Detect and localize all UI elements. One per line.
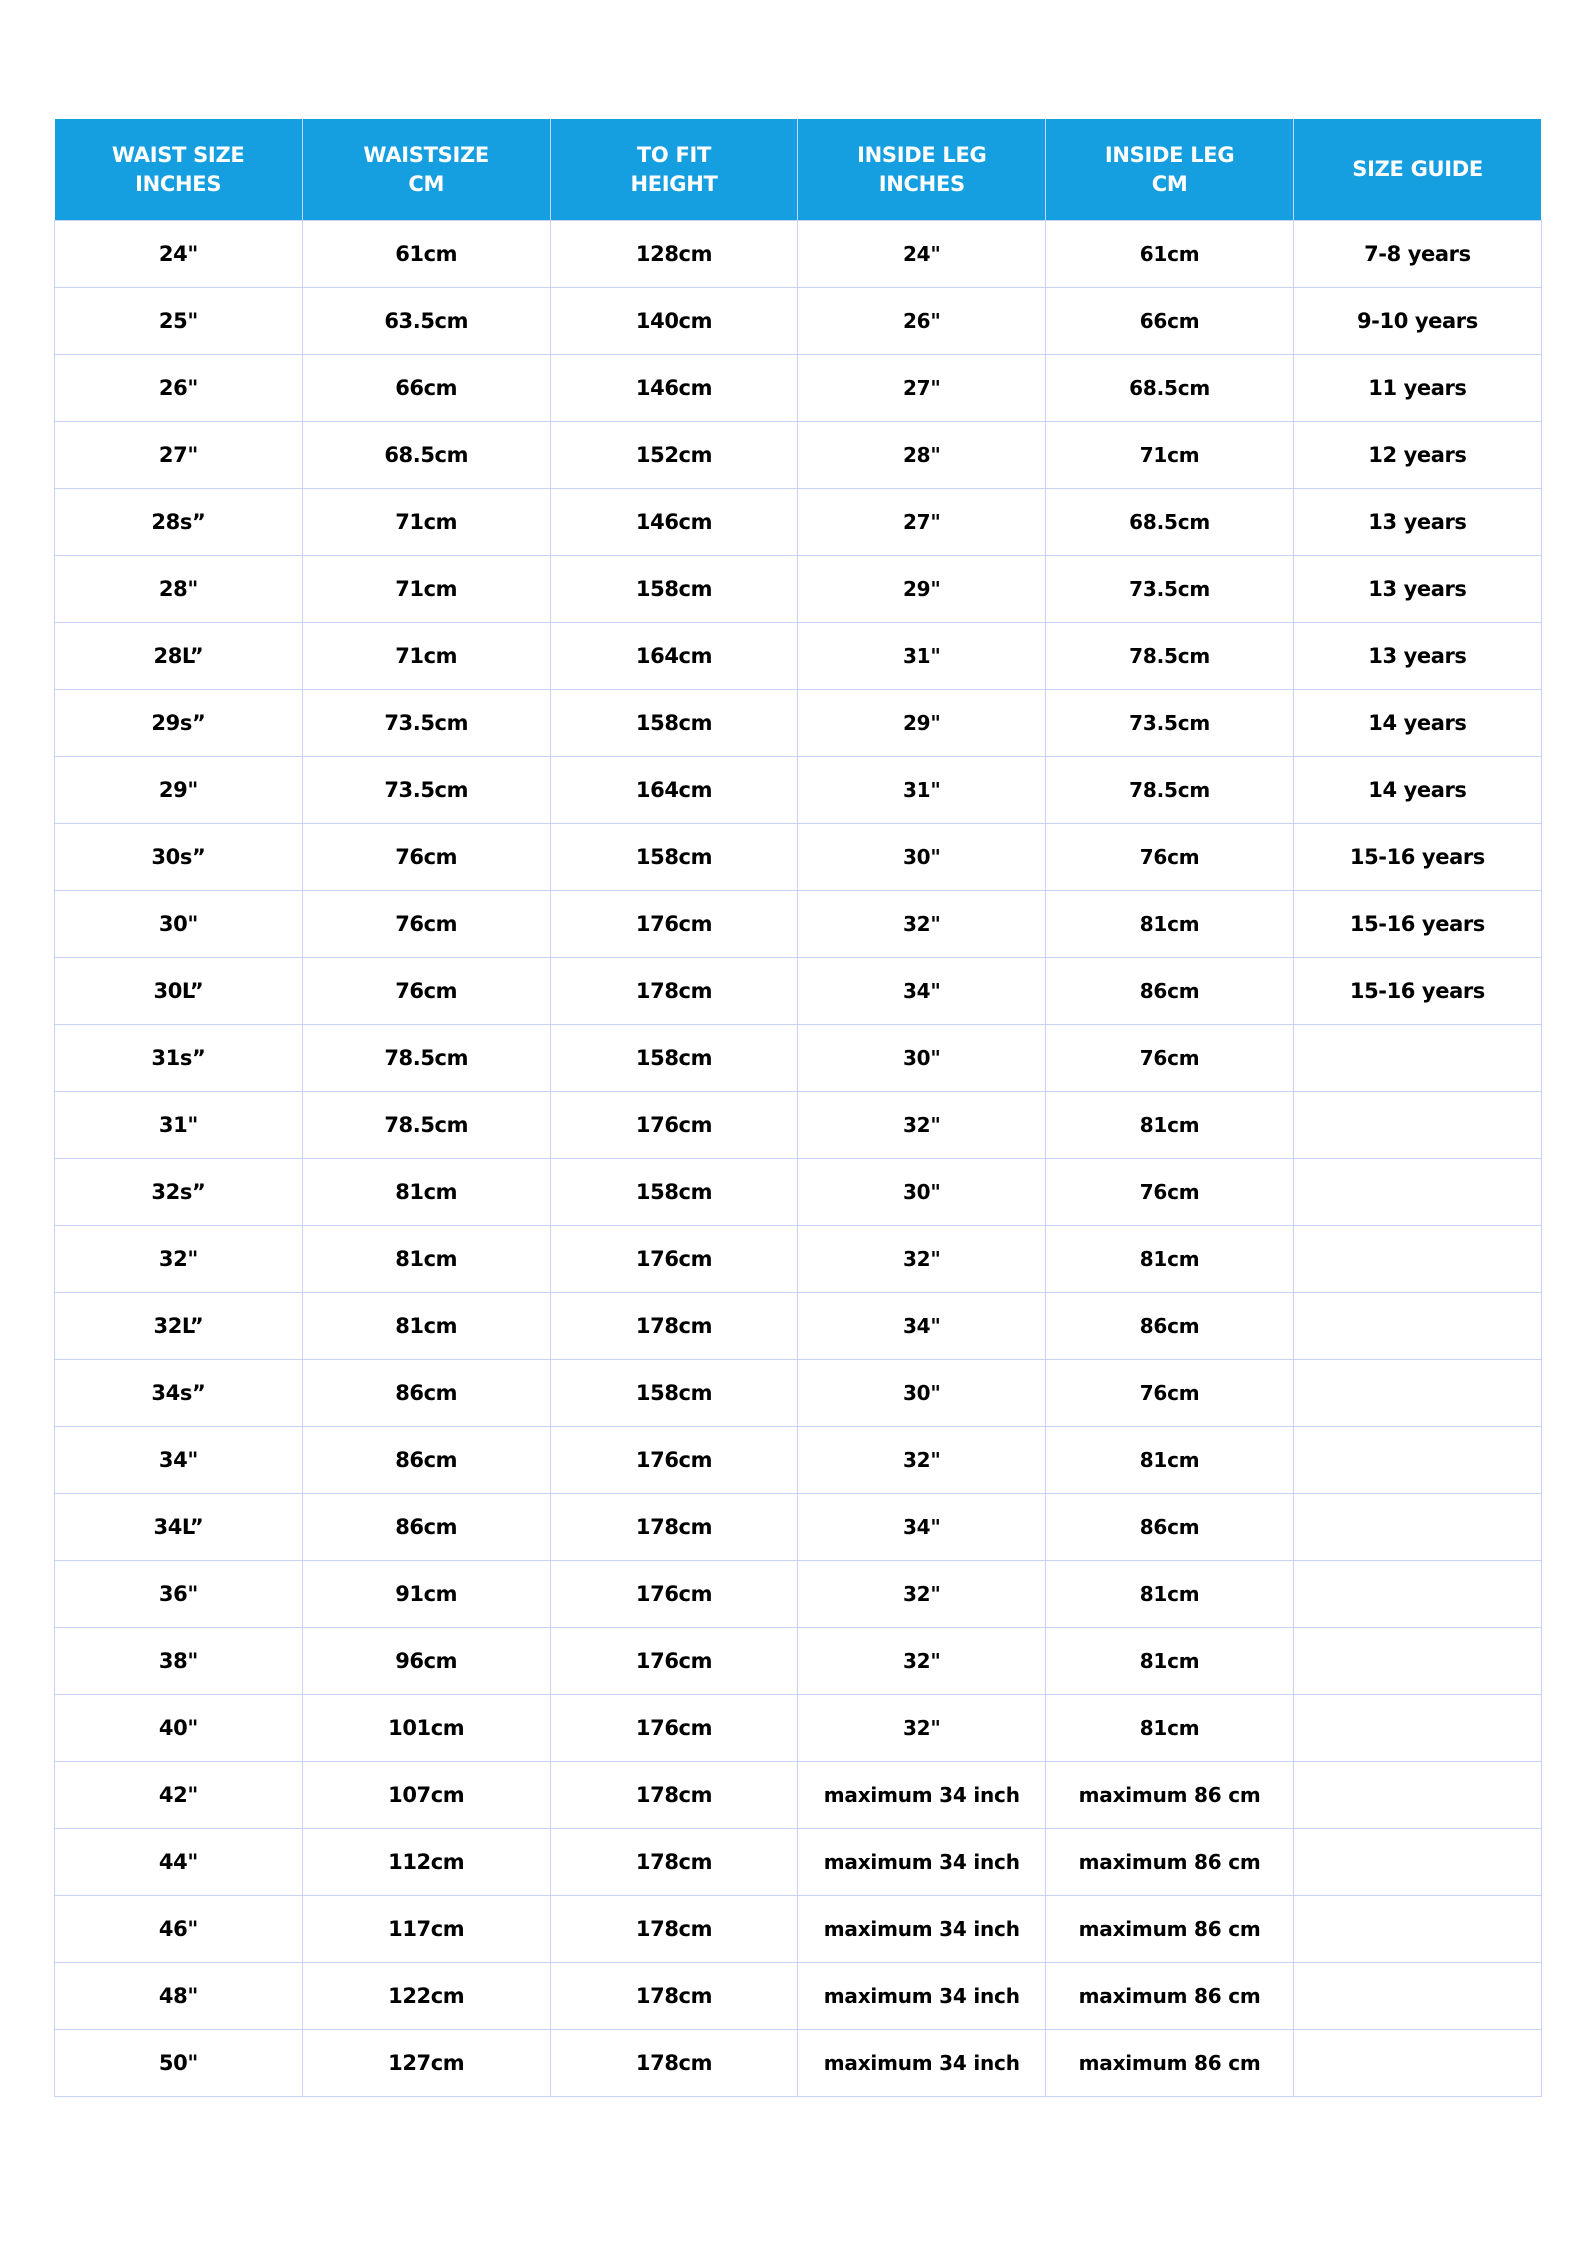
header-fit-height: TO FIT HEIGHT (550, 119, 798, 221)
waist-cm-cell: 78.5cm (302, 1092, 550, 1159)
waist-cm-cell: 78.5cm (302, 1025, 550, 1092)
inside-leg-inches-cell: 32" (798, 1427, 1046, 1494)
table-row (55, 1561, 1542, 1628)
table-row (55, 1829, 1542, 1896)
fit-height-cell: 128cm (550, 221, 798, 288)
size-guide-cell (1293, 1829, 1541, 1896)
inside-leg-inches-cell: 31" (798, 757, 1046, 824)
inside-leg-cm-cell: 73.5cm (1046, 556, 1294, 623)
size-guide-cell (1293, 1963, 1541, 2030)
size-guide-cell (1293, 1159, 1541, 1226)
table-row (55, 1494, 1542, 1561)
size-chart (54, 119, 1541, 2097)
inside-leg-inches-cell: 32" (798, 1092, 1046, 1159)
table-row (55, 1427, 1542, 1494)
inside-leg-cm-cell: maximum 86 cm (1046, 1896, 1294, 1963)
size-guide-cell: 9-10 years (1293, 288, 1541, 355)
size-guide-cell (1293, 1427, 1541, 1494)
size-guide-cell (1293, 1360, 1541, 1427)
waist-cm-cell: 68.5cm (302, 422, 550, 489)
inside-leg-inches-cell: maximum 34 inch (798, 1963, 1046, 2030)
inside-leg-inches-cell: maximum 34 inch (798, 1829, 1046, 1896)
inside-leg-cm-cell: 86cm (1046, 1494, 1294, 1561)
inside-leg-cm-cell: 76cm (1046, 1159, 1294, 1226)
size-guide-cell: 7-8 years (1293, 221, 1541, 288)
inside-leg-inches-cell: 32" (798, 891, 1046, 958)
waist-inches-cell: 48" (55, 1963, 303, 2030)
waist-inches-cell: 32" (55, 1226, 303, 1293)
fit-height-cell: 178cm (550, 2030, 798, 2097)
waist-inches-cell: 34" (55, 1427, 303, 1494)
inside-leg-inches-cell: 32" (798, 1628, 1046, 1695)
header-inside-leg-inches: INSIDE LEG INCHES (798, 119, 1046, 221)
inside-leg-cm-cell: 81cm (1046, 1092, 1294, 1159)
fit-height-cell: 178cm (550, 1963, 798, 2030)
size-guide-cell: 14 years (1293, 757, 1541, 824)
fit-height-cell: 178cm (550, 1762, 798, 1829)
inside-leg-inches-cell: 24" (798, 221, 1046, 288)
table-row (55, 623, 1542, 690)
waist-cm-cell: 71cm (302, 556, 550, 623)
fit-height-cell: 178cm (550, 1896, 798, 1963)
waist-inches-cell: 30" (55, 891, 303, 958)
waist-cm-cell: 81cm (302, 1159, 550, 1226)
header-waist-inches: WAIST SIZE INCHES (55, 119, 303, 221)
inside-leg-inches-cell: 32" (798, 1226, 1046, 1293)
inside-leg-cm-cell: 81cm (1046, 1427, 1294, 1494)
waist-cm-cell: 71cm (302, 623, 550, 690)
size-guide-cell (1293, 2030, 1541, 2097)
inside-leg-cm-cell: 81cm (1046, 1561, 1294, 1628)
fit-height-cell: 140cm (550, 288, 798, 355)
waist-inches-cell: 28" (55, 556, 303, 623)
waist-cm-cell: 107cm (302, 1762, 550, 1829)
inside-leg-cm-cell: maximum 86 cm (1046, 1963, 1294, 2030)
inside-leg-cm-cell: 81cm (1046, 1628, 1294, 1695)
waist-inches-cell: 42" (55, 1762, 303, 1829)
fit-height-cell: 176cm (550, 1427, 798, 1494)
inside-leg-inches-cell: maximum 34 inch (798, 2030, 1046, 2097)
size-table (54, 119, 1542, 2097)
table-row (55, 958, 1542, 1025)
fit-height-cell: 176cm (550, 1695, 798, 1762)
fit-height-cell: 158cm (550, 1159, 798, 1226)
waist-cm-cell: 76cm (302, 958, 550, 1025)
table-row (55, 1092, 1542, 1159)
inside-leg-inches-cell: 29" (798, 690, 1046, 757)
inside-leg-inches-cell: 34" (798, 1494, 1046, 1561)
table-body (55, 221, 1542, 2097)
waist-inches-cell: 32L” (55, 1293, 303, 1360)
inside-leg-cm-cell: 86cm (1046, 958, 1294, 1025)
size-guide-cell (1293, 1025, 1541, 1092)
inside-leg-inches-cell: 29" (798, 556, 1046, 623)
fit-height-cell: 158cm (550, 1360, 798, 1427)
inside-leg-cm-cell: 78.5cm (1046, 757, 1294, 824)
fit-height-cell: 152cm (550, 422, 798, 489)
waist-cm-cell: 66cm (302, 355, 550, 422)
fit-height-cell: 164cm (550, 623, 798, 690)
waist-inches-cell: 31" (55, 1092, 303, 1159)
inside-leg-cm-cell: 86cm (1046, 1293, 1294, 1360)
table-row (55, 1025, 1542, 1092)
table-row (55, 556, 1542, 623)
inside-leg-cm-cell: maximum 86 cm (1046, 1829, 1294, 1896)
waist-inches-cell: 38" (55, 1628, 303, 1695)
table-row (55, 824, 1542, 891)
inside-leg-cm-cell: 66cm (1046, 288, 1294, 355)
fit-height-cell: 178cm (550, 958, 798, 1025)
table-row (55, 1963, 1542, 2030)
inside-leg-inches-cell: 32" (798, 1695, 1046, 1762)
table-row (55, 2030, 1542, 2097)
size-guide-cell: 14 years (1293, 690, 1541, 757)
waist-inches-cell: 25" (55, 288, 303, 355)
table-row (55, 489, 1542, 556)
waist-cm-cell: 61cm (302, 221, 550, 288)
size-guide-cell: 11 years (1293, 355, 1541, 422)
waist-cm-cell: 81cm (302, 1293, 550, 1360)
table-row (55, 1896, 1542, 1963)
fit-height-cell: 176cm (550, 1561, 798, 1628)
size-guide-cell (1293, 1092, 1541, 1159)
waist-inches-cell: 46" (55, 1896, 303, 1963)
waist-cm-cell: 117cm (302, 1896, 550, 1963)
inside-leg-inches-cell: 34" (798, 958, 1046, 1025)
size-guide-cell (1293, 1628, 1541, 1695)
fit-height-cell: 176cm (550, 1628, 798, 1695)
waist-inches-cell: 31s” (55, 1025, 303, 1092)
inside-leg-cm-cell: 68.5cm (1046, 489, 1294, 556)
waist-inches-cell: 32s” (55, 1159, 303, 1226)
waist-inches-cell: 36" (55, 1561, 303, 1628)
inside-leg-inches-cell: 34" (798, 1293, 1046, 1360)
header-row (55, 119, 1542, 221)
inside-leg-cm-cell: 76cm (1046, 824, 1294, 891)
table-row (55, 1695, 1542, 1762)
fit-height-cell: 158cm (550, 824, 798, 891)
size-guide-cell (1293, 1226, 1541, 1293)
waist-cm-cell: 81cm (302, 1226, 550, 1293)
fit-height-cell: 146cm (550, 355, 798, 422)
fit-height-cell: 176cm (550, 891, 798, 958)
inside-leg-inches-cell: 27" (798, 355, 1046, 422)
table-row (55, 1159, 1542, 1226)
fit-height-cell: 146cm (550, 489, 798, 556)
waist-cm-cell: 127cm (302, 2030, 550, 2097)
inside-leg-inches-cell: 32" (798, 1561, 1046, 1628)
inside-leg-inches-cell: 27" (798, 489, 1046, 556)
inside-leg-cm-cell: 61cm (1046, 221, 1294, 288)
header-waist-cm: WAISTSIZE CM (302, 119, 550, 221)
waist-cm-cell: 86cm (302, 1494, 550, 1561)
table-row (55, 1628, 1542, 1695)
waist-cm-cell: 86cm (302, 1427, 550, 1494)
table-row (55, 1293, 1542, 1360)
waist-inches-cell: 24" (55, 221, 303, 288)
waist-cm-cell: 112cm (302, 1829, 550, 1896)
inside-leg-inches-cell: maximum 34 inch (798, 1896, 1046, 1963)
inside-leg-inches-cell: 30" (798, 1360, 1046, 1427)
inside-leg-inches-cell: 28" (798, 422, 1046, 489)
header-inside-leg-cm: INSIDE LEG CM (1046, 119, 1294, 221)
waist-cm-cell: 76cm (302, 891, 550, 958)
inside-leg-inches-cell: maximum 34 inch (798, 1762, 1046, 1829)
waist-inches-cell: 29s” (55, 690, 303, 757)
size-guide-cell: 15-16 years (1293, 891, 1541, 958)
size-guide-cell: 12 years (1293, 422, 1541, 489)
table-row (55, 891, 1542, 958)
inside-leg-inches-cell: 30" (798, 824, 1046, 891)
inside-leg-cm-cell: 76cm (1046, 1360, 1294, 1427)
fit-height-cell: 158cm (550, 1025, 798, 1092)
inside-leg-inches-cell: 26" (798, 288, 1046, 355)
inside-leg-cm-cell: 81cm (1046, 891, 1294, 958)
table-header (55, 119, 1542, 221)
size-guide-cell (1293, 1695, 1541, 1762)
waist-inches-cell: 40" (55, 1695, 303, 1762)
waist-inches-cell: 34L” (55, 1494, 303, 1561)
inside-leg-cm-cell: 81cm (1046, 1226, 1294, 1293)
waist-cm-cell: 63.5cm (302, 288, 550, 355)
table-row (55, 1360, 1542, 1427)
inside-leg-cm-cell: 73.5cm (1046, 690, 1294, 757)
fit-height-cell: 176cm (550, 1092, 798, 1159)
waist-inches-cell: 28L” (55, 623, 303, 690)
waist-cm-cell: 86cm (302, 1360, 550, 1427)
waist-cm-cell: 71cm (302, 489, 550, 556)
waist-inches-cell: 28s” (55, 489, 303, 556)
fit-height-cell: 178cm (550, 1829, 798, 1896)
fit-height-cell: 176cm (550, 1226, 798, 1293)
size-guide-cell (1293, 1494, 1541, 1561)
inside-leg-cm-cell: 76cm (1046, 1025, 1294, 1092)
size-guide-cell (1293, 1896, 1541, 1963)
fit-height-cell: 164cm (550, 757, 798, 824)
fit-height-cell: 158cm (550, 690, 798, 757)
size-guide-cell: 13 years (1293, 489, 1541, 556)
waist-inches-cell: 29" (55, 757, 303, 824)
size-guide-cell (1293, 1293, 1541, 1360)
waist-cm-cell: 96cm (302, 1628, 550, 1695)
waist-inches-cell: 30s” (55, 824, 303, 891)
inside-leg-inches-cell: 30" (798, 1159, 1046, 1226)
table-row (55, 1226, 1542, 1293)
fit-height-cell: 178cm (550, 1494, 798, 1561)
table-row (55, 757, 1542, 824)
inside-leg-cm-cell: maximum 86 cm (1046, 1762, 1294, 1829)
waist-cm-cell: 73.5cm (302, 757, 550, 824)
inside-leg-cm-cell: 81cm (1046, 1695, 1294, 1762)
inside-leg-cm-cell: maximum 86 cm (1046, 2030, 1294, 2097)
inside-leg-cm-cell: 78.5cm (1046, 623, 1294, 690)
waist-cm-cell: 122cm (302, 1963, 550, 2030)
table-row (55, 288, 1542, 355)
size-guide-cell: 15-16 years (1293, 958, 1541, 1025)
waist-inches-cell: 27" (55, 422, 303, 489)
size-guide-cell: 13 years (1293, 623, 1541, 690)
inside-leg-cm-cell: 71cm (1046, 422, 1294, 489)
size-guide-cell: 15-16 years (1293, 824, 1541, 891)
waist-inches-cell: 26" (55, 355, 303, 422)
waist-inches-cell: 50" (55, 2030, 303, 2097)
inside-leg-inches-cell: 31" (798, 623, 1046, 690)
table-row (55, 422, 1542, 489)
waist-cm-cell: 101cm (302, 1695, 550, 1762)
waist-inches-cell: 30L” (55, 958, 303, 1025)
waist-inches-cell: 34s” (55, 1360, 303, 1427)
size-guide-cell (1293, 1561, 1541, 1628)
inside-leg-inches-cell: 30" (798, 1025, 1046, 1092)
table-row (55, 221, 1542, 288)
header-size-guide: SIZE GUIDE (1293, 119, 1541, 221)
inside-leg-cm-cell: 68.5cm (1046, 355, 1294, 422)
size-guide-cell: 13 years (1293, 556, 1541, 623)
size-guide-cell (1293, 1762, 1541, 1829)
fit-height-cell: 178cm (550, 1293, 798, 1360)
waist-cm-cell: 91cm (302, 1561, 550, 1628)
table-row (55, 1762, 1542, 1829)
table-row (55, 355, 1542, 422)
table-row (55, 690, 1542, 757)
waist-inches-cell: 44" (55, 1829, 303, 1896)
waist-cm-cell: 73.5cm (302, 690, 550, 757)
fit-height-cell: 158cm (550, 556, 798, 623)
waist-cm-cell: 76cm (302, 824, 550, 891)
